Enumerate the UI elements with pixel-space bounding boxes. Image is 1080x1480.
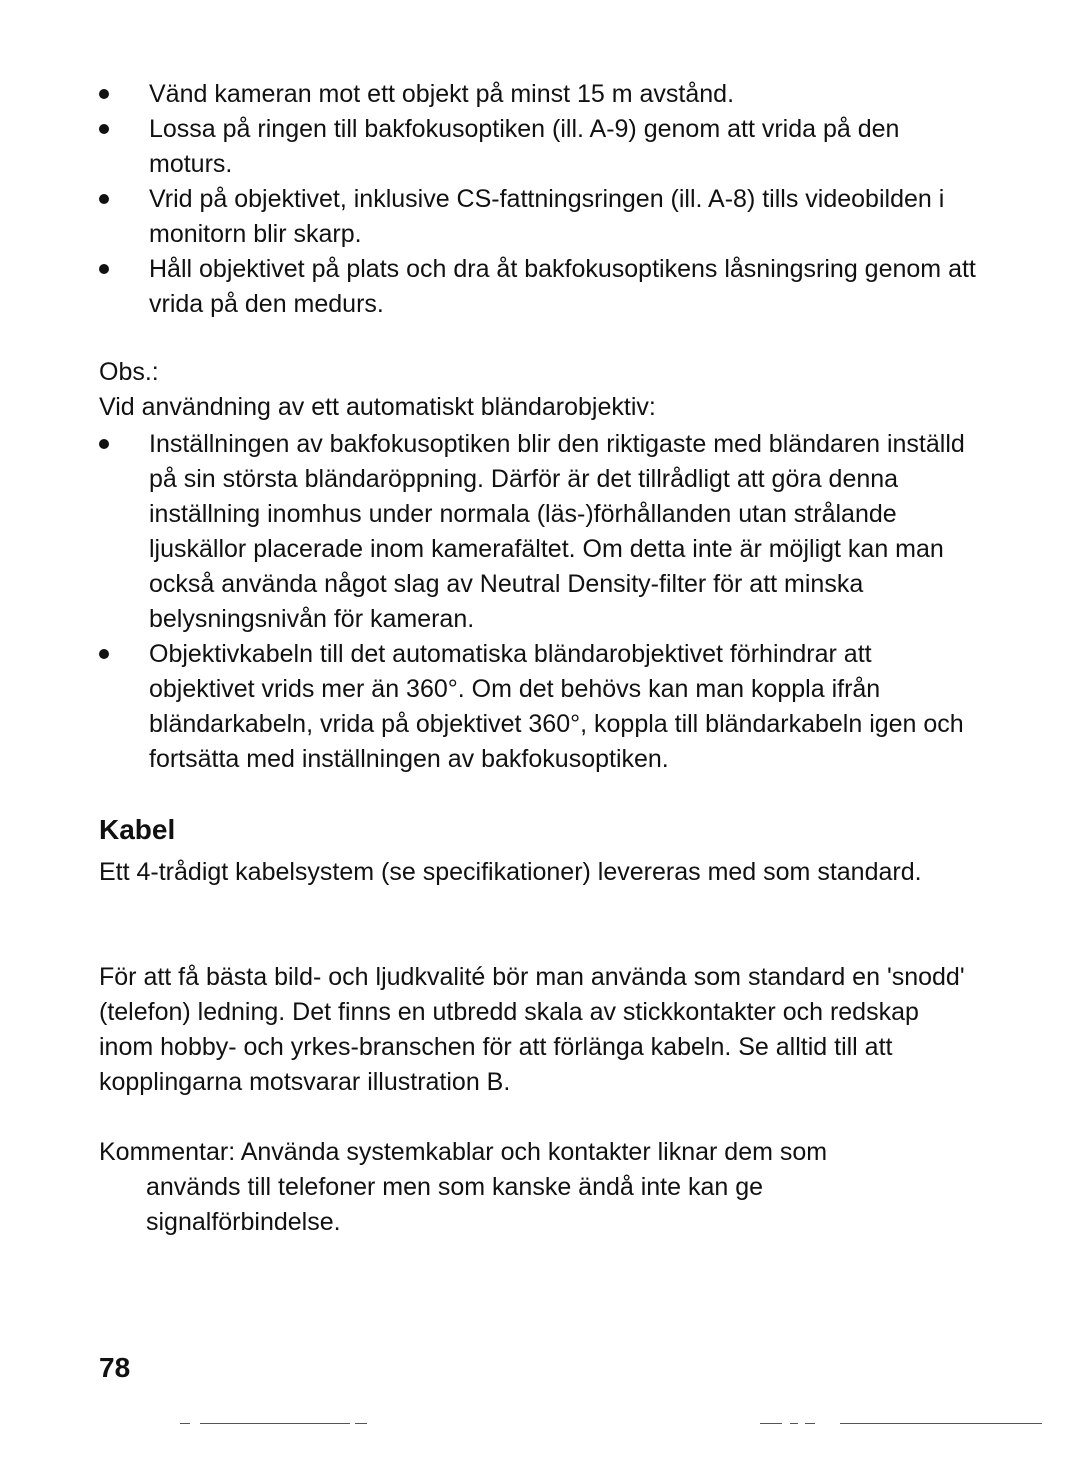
bullet-icon (99, 264, 109, 274)
kommentar-line-1: Kommentar: Använda systemkablar och kontakter liknar dem som (99, 1138, 828, 1166)
list-item-text: Vänd kameran mot ett objekt på minst 15 m avstånd. (149, 80, 735, 108)
obs-intro: Vid användning av ett automatiskt bländarobjektiv: (99, 393, 656, 421)
page-number: 78 (99, 1352, 131, 1383)
kabel-paragraph-2: För att få bästa bild- och ljudkvalité bör man använda som standard en 'snodd' (telefon) ledning. Det finns en utbredd skala av stickkontakter och redskap inom hobby- och yrkes-branschen för att förlänga kabeln. Se alltid till att kopplingarna motsvarar illustration B. (99, 963, 965, 1096)
list-item (99, 637, 979, 777)
kabel-paragraph-1: Ett 4-trådigt kabelsystem (se specifikationer) levereras med som standard. (99, 858, 922, 886)
focus-steps-list (99, 77, 979, 322)
kommentar-line-2: används till telefoner men som kanske ändå inte kan ge (146, 1173, 764, 1201)
list-item-text: Inställningen av bakfokusoptiken blir den riktigaste med bländaren inställd på sin största bländaröppning. Därför är det tillrådligt att göra denna inställning inomhus under normala (läs-)förhållanden utan strålande ljuskällor placerade inom kamerafältet. Om detta inte är möjligt kan man också använda något slag av Neutral Density-filter för att minska belysningsnivån för kameran. (149, 430, 965, 633)
list-item-text: Lossa på ringen till bakfokusoptiken (ill. A-9) genom att vrida på den moturs. (149, 115, 900, 178)
list-item (99, 112, 979, 182)
footer-rule (200, 1423, 350, 1424)
footer-rule (760, 1423, 782, 1424)
bullet-icon (99, 649, 109, 659)
list-item-text: Håll objektivet på plats och dra åt bakfokusoptikens låsningsring genom att vrida på den medurs. (149, 255, 976, 318)
bullet-icon (99, 89, 109, 99)
obs-label: Obs.: (99, 358, 159, 386)
obs-list (99, 427, 979, 777)
list-item (99, 182, 979, 252)
footer-rule (355, 1423, 367, 1424)
list-item-text: Objektivkabeln till det automatiska bländarobjektivet förhindrar att objektivet vrids mer än 360°. Om det behövs kan man koppla ifrån bländarkabeln, vrida på objektivet 360°, koppla till bländarkabeln igen och fortsätta med inställningen av bakfokusoptiken. (149, 640, 964, 773)
list-item (99, 252, 979, 322)
kommentar-line-3: signalförbindelse. (146, 1208, 341, 1236)
footer-rule (790, 1423, 798, 1424)
footer-rule (840, 1423, 1042, 1424)
kommentar-block (99, 1135, 979, 1240)
list-item (99, 427, 979, 637)
footer-rule (180, 1423, 190, 1424)
bullet-icon (99, 124, 109, 134)
bullet-icon (99, 194, 109, 204)
list-item (99, 77, 979, 112)
footer-rule (805, 1423, 815, 1424)
bullet-icon (99, 439, 109, 449)
list-item-text: Vrid på objektivet, inklusive CS-fattningsringen (ill. A-8) tills videobilden i monitorn blir skarp. (149, 185, 945, 248)
section-heading-kabel: Kabel (99, 814, 176, 845)
